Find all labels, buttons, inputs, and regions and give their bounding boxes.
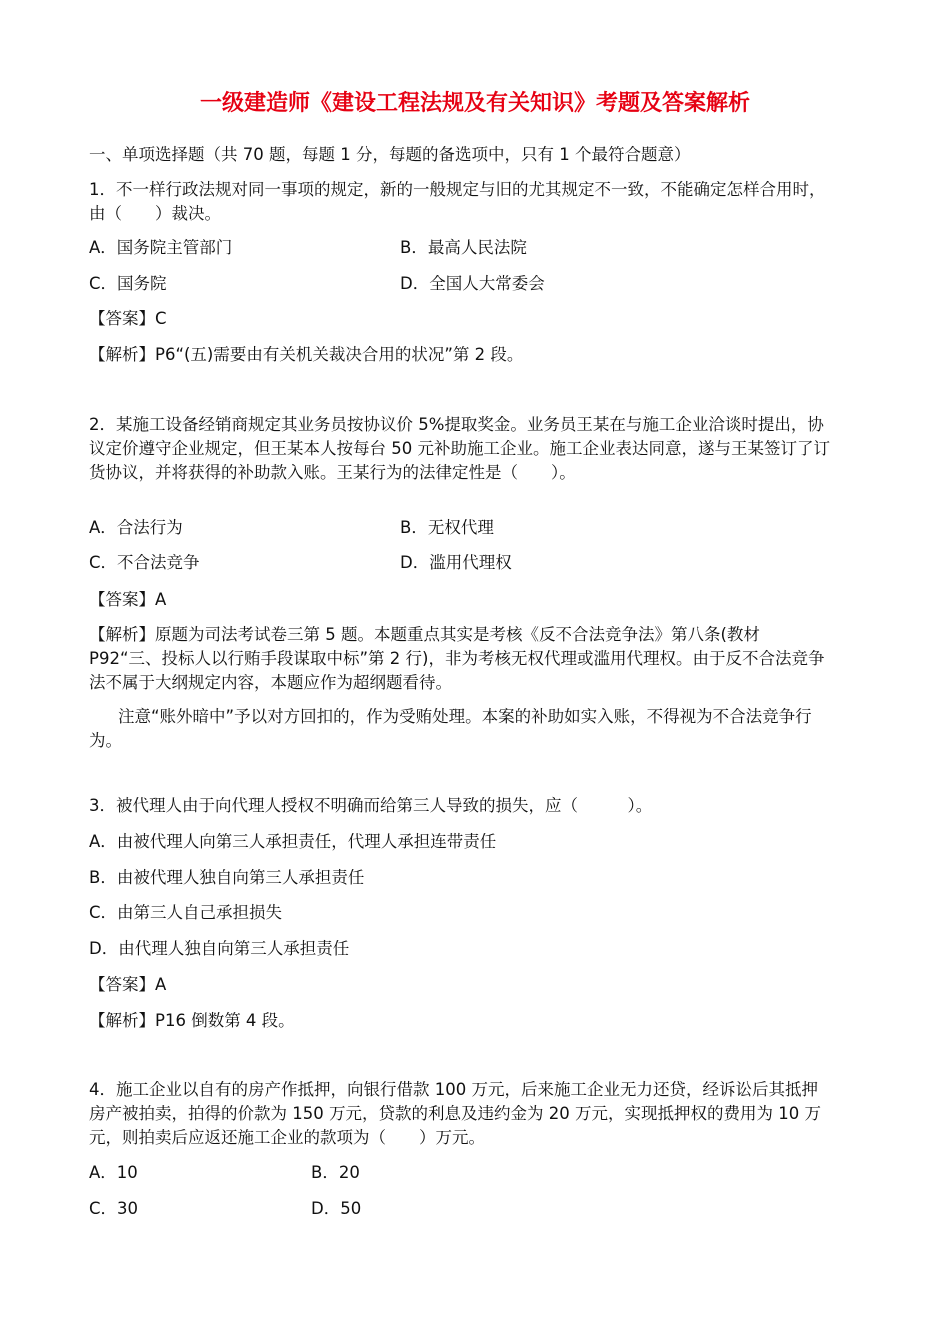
section-heading: 一、单项选择题（共 70 题，每题 1 分，每题的备选项中，只有 1 个最符合题意）	[89, 145, 691, 164]
question-1-option-c: C．国务院	[89, 274, 167, 293]
question-1-option-d: D．全国人大常委会	[400, 274, 545, 293]
question-4-option-a: A．10	[89, 1163, 138, 1182]
question-2-option-b: B．无权代理	[400, 518, 494, 537]
question-4-stem: 4．施工企业以自有的房产作抵押，向银行借款 100 万元，后来施工企业无力还贷，经诉讼后其抵押房产被拍卖，拍得的价款为 150 万元，贷款的利息及违约金为 20 万元，实现抵押权的费用为 10 万元，则拍卖后应返还施工企业的款项为（ ）万元。	[89, 1080, 821, 1147]
document-title: 一级建造师《建设工程法规及有关知识》考题及答案解析	[199, 91, 750, 116]
question-1-option-b: B．最高人民法院	[400, 238, 527, 257]
question-3-option-c: C．由第三人自己承担损失	[89, 903, 283, 922]
question-2-answer: 【答案】A	[89, 590, 167, 609]
question-2-analysis: 【解析】原题为司法考试卷三第 5 题。本题重点其实是考核《反不合法竞争法》第八条(教材 P92“三、投标人以行贿手段谋取中标”第 2 行)，非为考核无权代理或滥用代理权。由于反不合法竞争法不属于大纲规定内容，本题应作为超纲题看待。	[89, 625, 825, 692]
question-4-option-c: C．30	[89, 1199, 139, 1218]
question-2-stem: 2．某施工设备经销商规定其业务员按协议价 5%提取奖金。业务员王某在与施工企业洽谈时提出，协议定价遵守企业规定，但王某本人按每台 50 元补助施工企业。施工企业表达同意，遂与王某签订了订货协议，并将获得的补助款入账。王某行为的法律定性是（ ）。	[89, 415, 830, 482]
question-3-answer: 【答案】A	[89, 975, 167, 994]
question-3-option-b: B．由被代理人独自向第三人承担责任	[89, 868, 365, 887]
question-1-answer: 【答案】C	[89, 309, 167, 328]
question-4-option-d: D．50	[311, 1199, 362, 1218]
question-3-analysis: 【解析】P16 倒数第 4 段。	[89, 1011, 295, 1030]
question-1-analysis: 【解析】P6“(五)需要由有关机关裁决合用的状况”第 2 段。	[89, 345, 524, 364]
question-3-option-d: D．由代理人独自向第三人承担责任	[89, 939, 350, 958]
question-2-note: 注意“账外暗中”予以对方回扣的，作为受贿处理。本案的补助如实入账，不得视为不合法竞争行为。	[89, 707, 812, 750]
question-1-stem: 1．不一样行政法规对同一事项的规定，新的一般规定与旧的尤其规定不一致，不能确定怎样合用时，由（ ）裁决。	[89, 180, 826, 223]
question-1-option-a: A．国务院主管部门	[89, 238, 233, 257]
question-3-stem: 3．被代理人由于向代理人授权不明确而给第三人导致的损失，应（ ）。	[89, 796, 653, 815]
question-4-option-b: B．20	[311, 1163, 360, 1182]
question-2-option-a: A．合法行为	[89, 518, 183, 537]
question-2-option-d: D．滥用代理权	[400, 553, 512, 572]
question-3-option-a: A．由被代理人向第三人承担责任，代理人承担连带责任	[89, 832, 497, 851]
question-2-option-c: C．不合法竞争	[89, 553, 200, 572]
